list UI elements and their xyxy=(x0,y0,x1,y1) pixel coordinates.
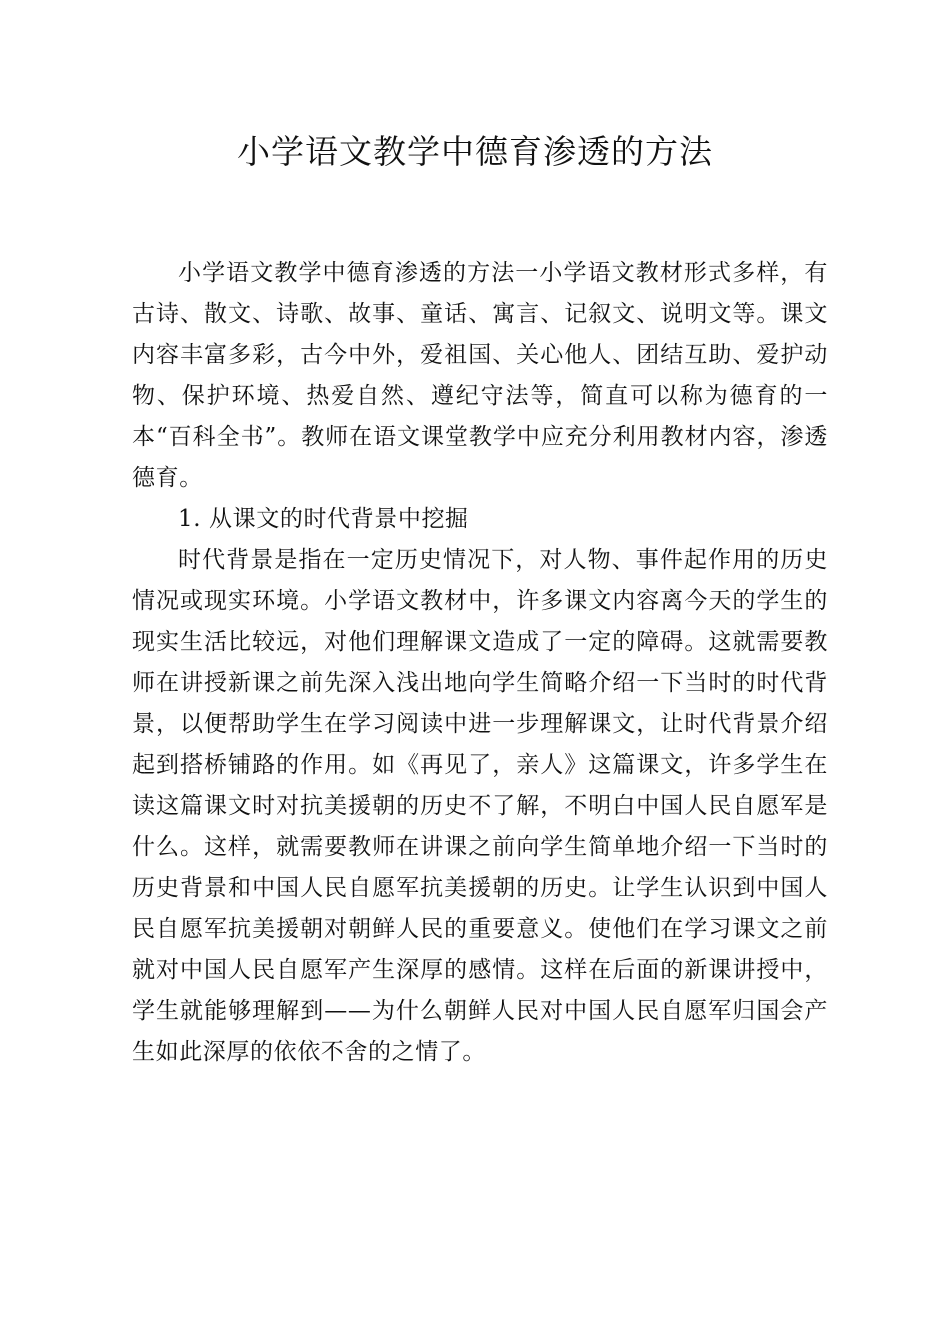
document-title: 小学语文教学中德育渗透的方法 xyxy=(237,132,713,171)
intro-paragraph: 小学语文教学中德育渗透的方法一小学语文教材形式多样，有古诗、散文、诗歌、故事、童话、寓言、记叙文、说明文等。课文内容丰富多彩，古今中外，爱祖国、关心他人、团结互助、爱护动物、保护环境、热爱自然、遵纪守法等，简直可以称为德育的一本“百科全书”。教师在语文课堂教学中应充分利用教材内容，渗透德育。 xyxy=(132,260,828,491)
section-heading-1: 1. 从课文的时代背景中挖掘 xyxy=(178,506,469,532)
document-body xyxy=(132,253,828,1073)
section-paragraph-1: 时代背景是指在一定历史情况下，对人物、事件起作用的历史情况或现实环境。小学语文教材中，许多课文内容离今天的学生的现实生活比较远，对他们理解课文造成了一定的障碍。这就需要教师在讲授新课之前先深入浅出地向学生简略介绍一下当时的时代背景，以便帮助学生在学习阅读中进一步理解课文，让时代背景介绍起到搭桥铺路的作用。如《再见了，亲人》这篇课文，许多学生在读这篇课文时对抗美援朝的历史不了解，不明白中国人民自愿军是什么。这样，就需要教师在讲课之前向学生简单地介绍一下当时的历史背景和中国人民自愿军抗美援朝的历史。让学生认识到中国人民自愿军抗美援朝对朝鲜人民的重要意义。使他们在学习课文之前就对中国人民自愿军产生深厚的感情。这样在后面的新课讲授中，学生就能够理解到——为什么朝鲜人民对中国人民自愿军归国会产生如此深厚的依依不舍的之情了。 xyxy=(132,547,828,1065)
